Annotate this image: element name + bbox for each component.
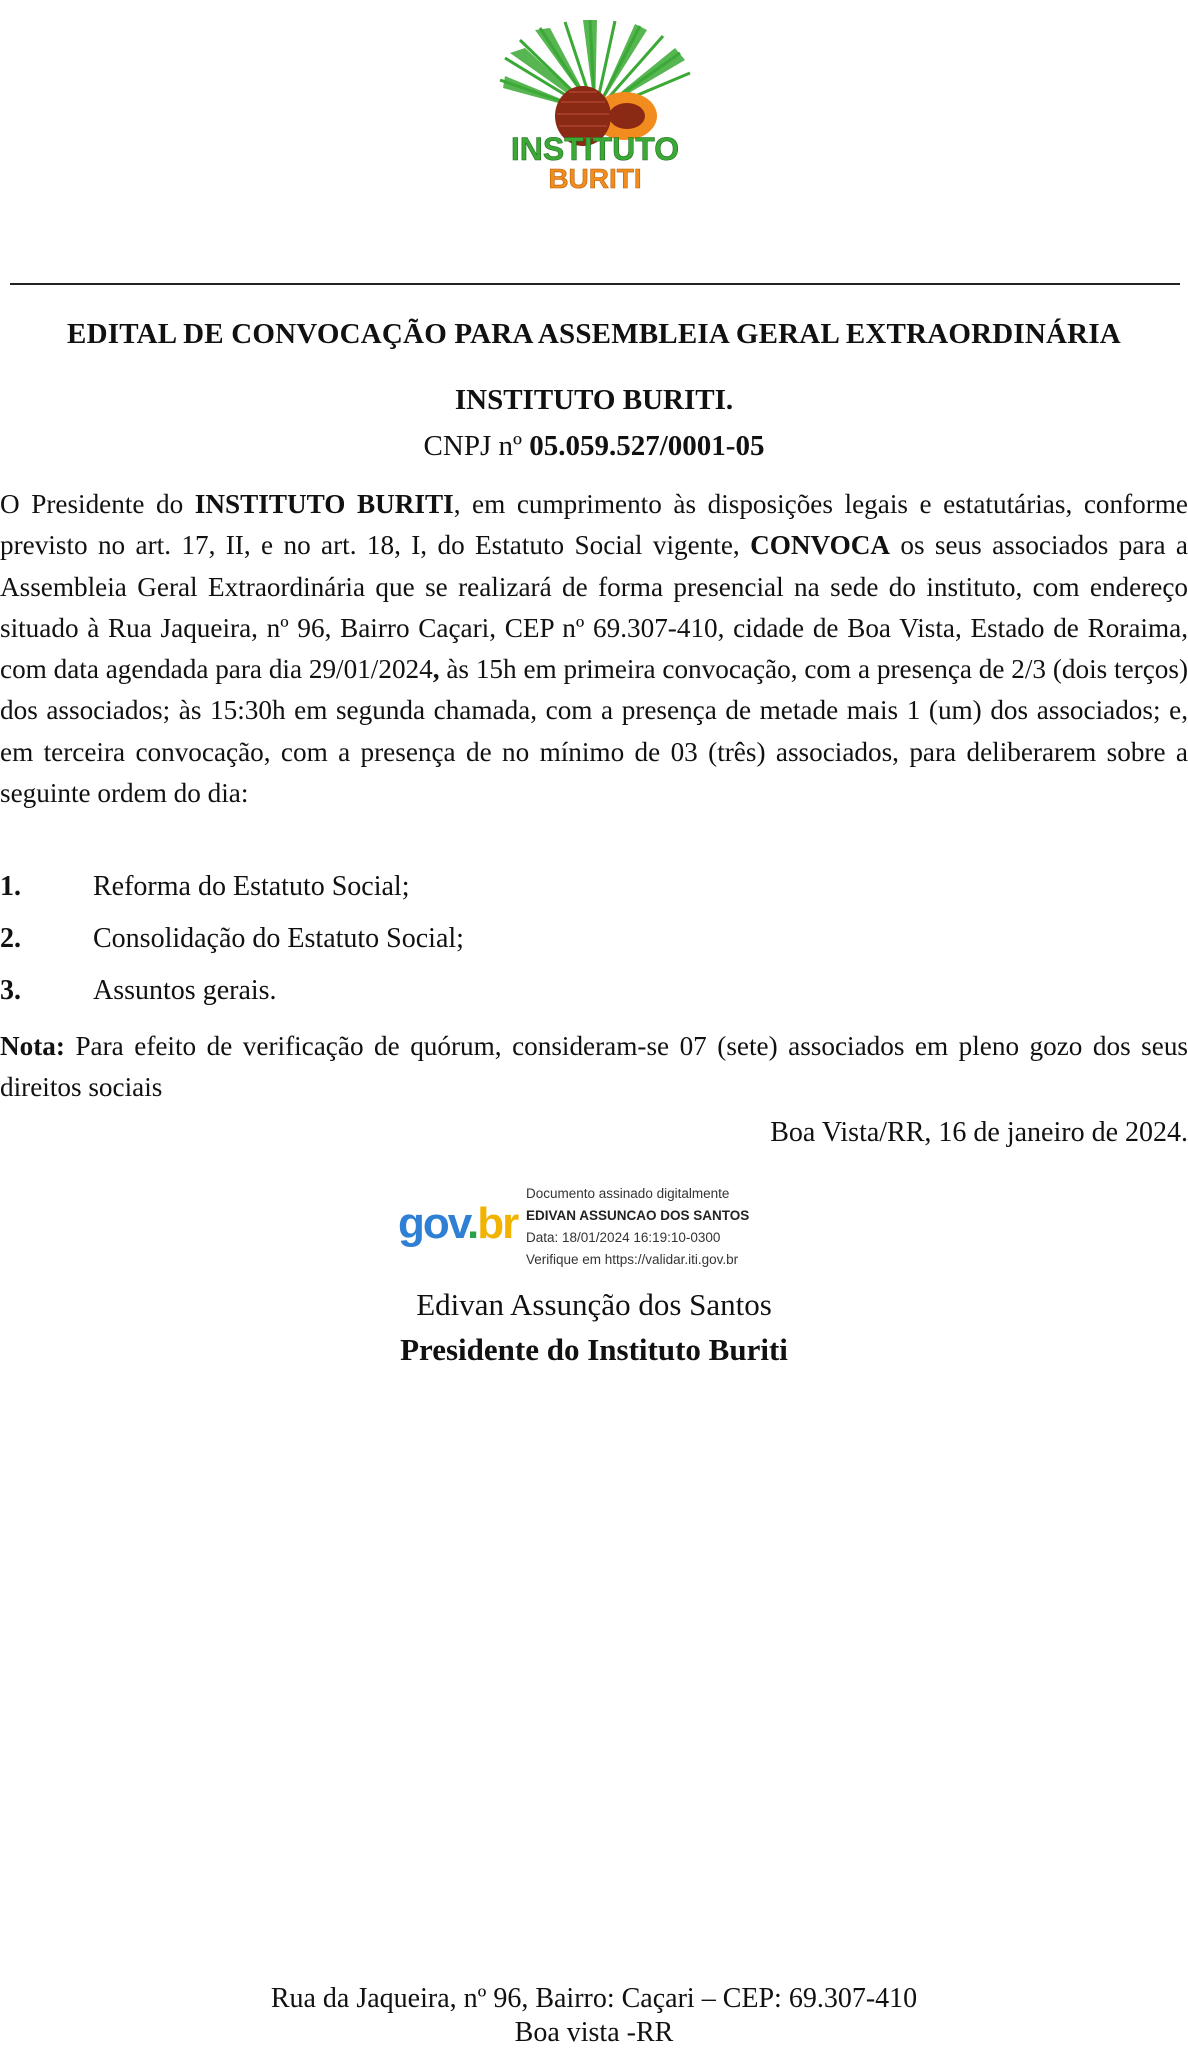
agenda-item-number: 3. bbox=[0, 975, 21, 1006]
signature-signer: EDIVAN ASSUNCAO DOS SANTOS bbox=[526, 1208, 750, 1223]
quorum-note bbox=[0, 1026, 1188, 1108]
note-label: Nota: bbox=[0, 1031, 65, 1061]
agenda-item bbox=[0, 919, 1188, 971]
header-divider bbox=[10, 283, 1180, 285]
signer-name: Edivan Assunção dos Santos bbox=[416, 1287, 772, 1322]
organization-name: INSTITUTO BURITI. bbox=[454, 384, 734, 416]
agenda-item bbox=[0, 971, 1188, 1023]
buriti-palm-logo-graphic bbox=[465, 18, 725, 193]
institute-logo bbox=[465, 18, 725, 193]
body-convoca-bold: CONVOCA bbox=[750, 530, 890, 561]
convocation-paragraph bbox=[0, 484, 1188, 814]
signer-role: Presidente do Instituto Buriti bbox=[400, 1332, 788, 1367]
govbr-logo: gov.br bbox=[398, 1199, 518, 1248]
signature-details bbox=[526, 1183, 749, 1271]
cnpj-label: CNPJ nº bbox=[423, 430, 522, 462]
agenda-item-text: Assuntos gerais. bbox=[93, 975, 277, 1006]
body-part-4: às 15h em primeira convocação, com a presença de 2/3 (dois terços) dos associados; às 15:30h em segunda chamada, com a presença de metade mais 1 (um) dos associados; e, em terceira convocação, com a presença de no mínimo de 03 (três) associados, para deliberarem sobre a seguinte ordem do dia: bbox=[0, 654, 1188, 809]
place-and-date: Boa Vista/RR, 16 de janeiro de 2024. bbox=[770, 1117, 1188, 1148]
signature-verify-link[interactable]: Verifique em https://validar.iti.gov.br bbox=[526, 1252, 739, 1267]
body-part-1: O Presidente do bbox=[0, 489, 195, 519]
agenda-item-number: 2. bbox=[0, 923, 21, 954]
signature-line-1: Documento assinado digitalmente bbox=[526, 1186, 730, 1201]
body-org-bold: INSTITUTO BURITI bbox=[194, 489, 454, 519]
cnpj-line bbox=[0, 430, 1188, 463]
agenda-item-number: 1. bbox=[0, 871, 21, 902]
cnpj-number: 05.059.527/0001-05 bbox=[529, 430, 765, 462]
footer-city: Boa vista -RR bbox=[514, 2017, 674, 2048]
agenda-item bbox=[0, 867, 1188, 919]
signature-date: Data: 18/01/2024 16:19:10-0300 bbox=[526, 1230, 721, 1245]
document-title: EDITAL DE CONVOCAÇÃO PARA ASSEMBLEIA GERAL EXTRAORDINÁRIA bbox=[67, 318, 1121, 350]
note-text: Para efeito de verificação de quórum, consideram-se 07 (sete) associados em pleno gozo dos seus direitos sociais bbox=[0, 1031, 1188, 1102]
body-part-2: , em cumprimento às disposições legais e estatutárias, conforme previsto no art. 17, II, e no art. 18, I, do Estatuto Social vigente, bbox=[0, 489, 1188, 561]
body-comma-bold: , bbox=[432, 654, 440, 685]
logo-text-line2: BURITI bbox=[548, 163, 642, 193]
footer-address: Rua da Jaqueira, nº 96, Bairro: Caçari – CEP: 69.307-410 bbox=[270, 1983, 918, 2014]
agenda-item-text: Reforma do Estatuto Social; bbox=[93, 871, 410, 902]
digital-signature-stamp bbox=[398, 1175, 788, 1275]
agenda-list bbox=[0, 867, 1188, 1023]
logo-text-line1: INSTITUTO bbox=[510, 131, 680, 167]
body-part-3: os seus associados para a Assembleia Geral Extraordinária que se realizará de forma presencial na sede do instituto, com endereço situado à Rua Jaqueira, nº 96, Bairro Caçari, CEP nº 69.307-410, cidade de Boa Vista, Estado de Roraima, com data agendada para dia 29/01/2024 bbox=[0, 530, 1188, 685]
agenda-item-text: Consolidação do Estatuto Social; bbox=[93, 923, 464, 954]
